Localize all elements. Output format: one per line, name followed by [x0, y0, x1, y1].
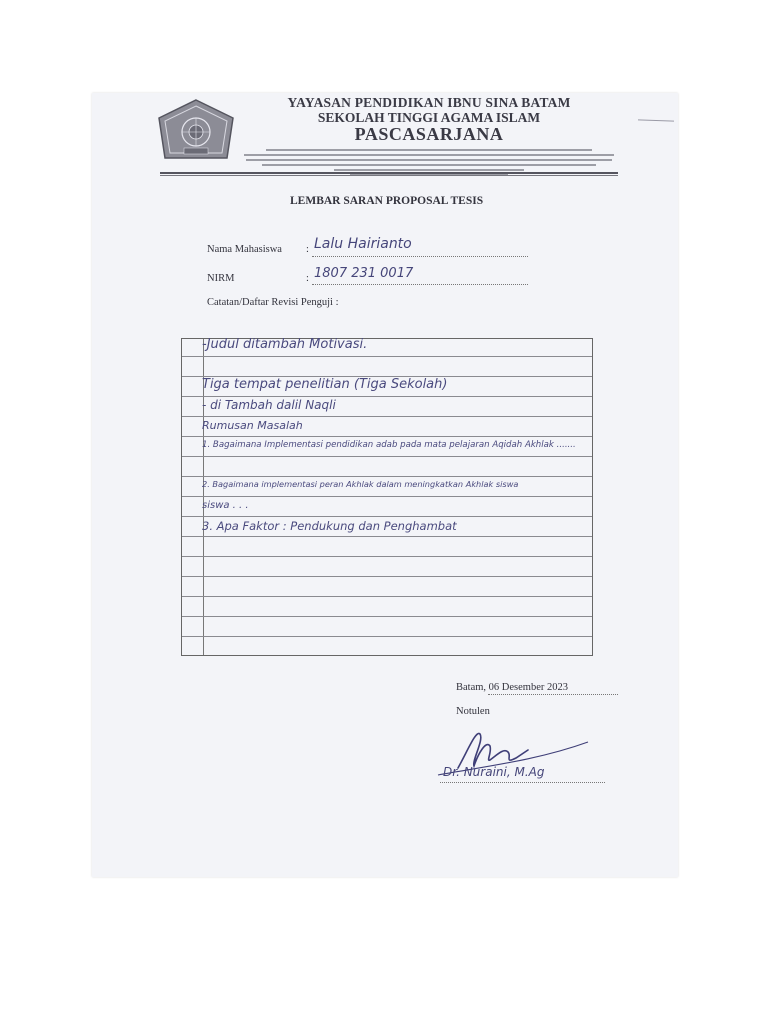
notulen-label: Notulen	[456, 706, 490, 717]
letterhead	[240, 94, 618, 182]
table-rule	[182, 416, 592, 417]
nama-value: Lalu Hairianto	[314, 236, 412, 252]
note-line: 1. Bagaimana Implementasi pendidikan adab pada mata pelajaran Aqidah Akhlak .......	[202, 440, 576, 450]
table-rule	[182, 556, 592, 557]
table-rule	[182, 596, 592, 597]
note-line: Rumusan Masalah	[202, 419, 303, 432]
note-line: 2. Bagaimana implementasi peran Akhlak dalam meningkatkan Akhlak siswa	[202, 479, 519, 489]
signer-name: Dr. Nuraini, M.Ag	[443, 765, 545, 779]
signer-dotted-line	[440, 782, 605, 783]
table-rule	[182, 396, 592, 397]
note-line: - di Tambah dalil Naqli	[202, 398, 336, 412]
nirm-value: 1807 231 0017	[314, 266, 414, 281]
letterhead-foundation: YAYASAN PENDIDIKAN IBNU SINA BATAM	[287, 95, 571, 110]
nama-label: Nama Mahasiswa	[207, 244, 282, 255]
document-title: LEMBAR SARAN PROPOSAL TESIS	[290, 195, 484, 207]
note-line: -Judul ditambah Motivasi.	[202, 337, 368, 352]
letterhead-rule-thin	[160, 175, 618, 176]
table-rule	[182, 536, 592, 537]
table-rule	[182, 476, 592, 477]
colon: :	[306, 273, 309, 284]
note-line: Tiga tempat penelitian (Tiga Sekolah)	[202, 377, 448, 392]
nirm-dotted-line	[312, 284, 528, 285]
letterhead-school: SEKOLAH TINGGI AGAMA ISLAM	[317, 110, 541, 125]
letterhead-rule	[160, 172, 618, 174]
nama-dotted-line	[312, 256, 528, 257]
table-rule	[182, 496, 592, 497]
colon: :	[306, 244, 309, 255]
institution-seal-icon	[155, 98, 237, 166]
date-dotted-line	[488, 694, 618, 695]
table-rule	[182, 576, 592, 577]
letterhead-unit: PASCASARJANA	[354, 124, 504, 144]
table-rule	[182, 516, 592, 517]
table-rule	[182, 436, 592, 437]
place-date: Batam, 06 Desember 2023	[456, 682, 568, 693]
table-rule	[182, 456, 592, 457]
note-line: 3. Apa Faktor : Pendukung dan Penghambat	[202, 519, 457, 533]
note-line: siswa . . .	[202, 500, 249, 511]
table-rule	[182, 616, 592, 617]
table-rule	[182, 636, 592, 637]
nirm-label: NIRM	[207, 273, 235, 284]
catatan-label: Catatan/Daftar Revisi Penguji :	[207, 297, 339, 308]
table-rule	[182, 356, 592, 357]
